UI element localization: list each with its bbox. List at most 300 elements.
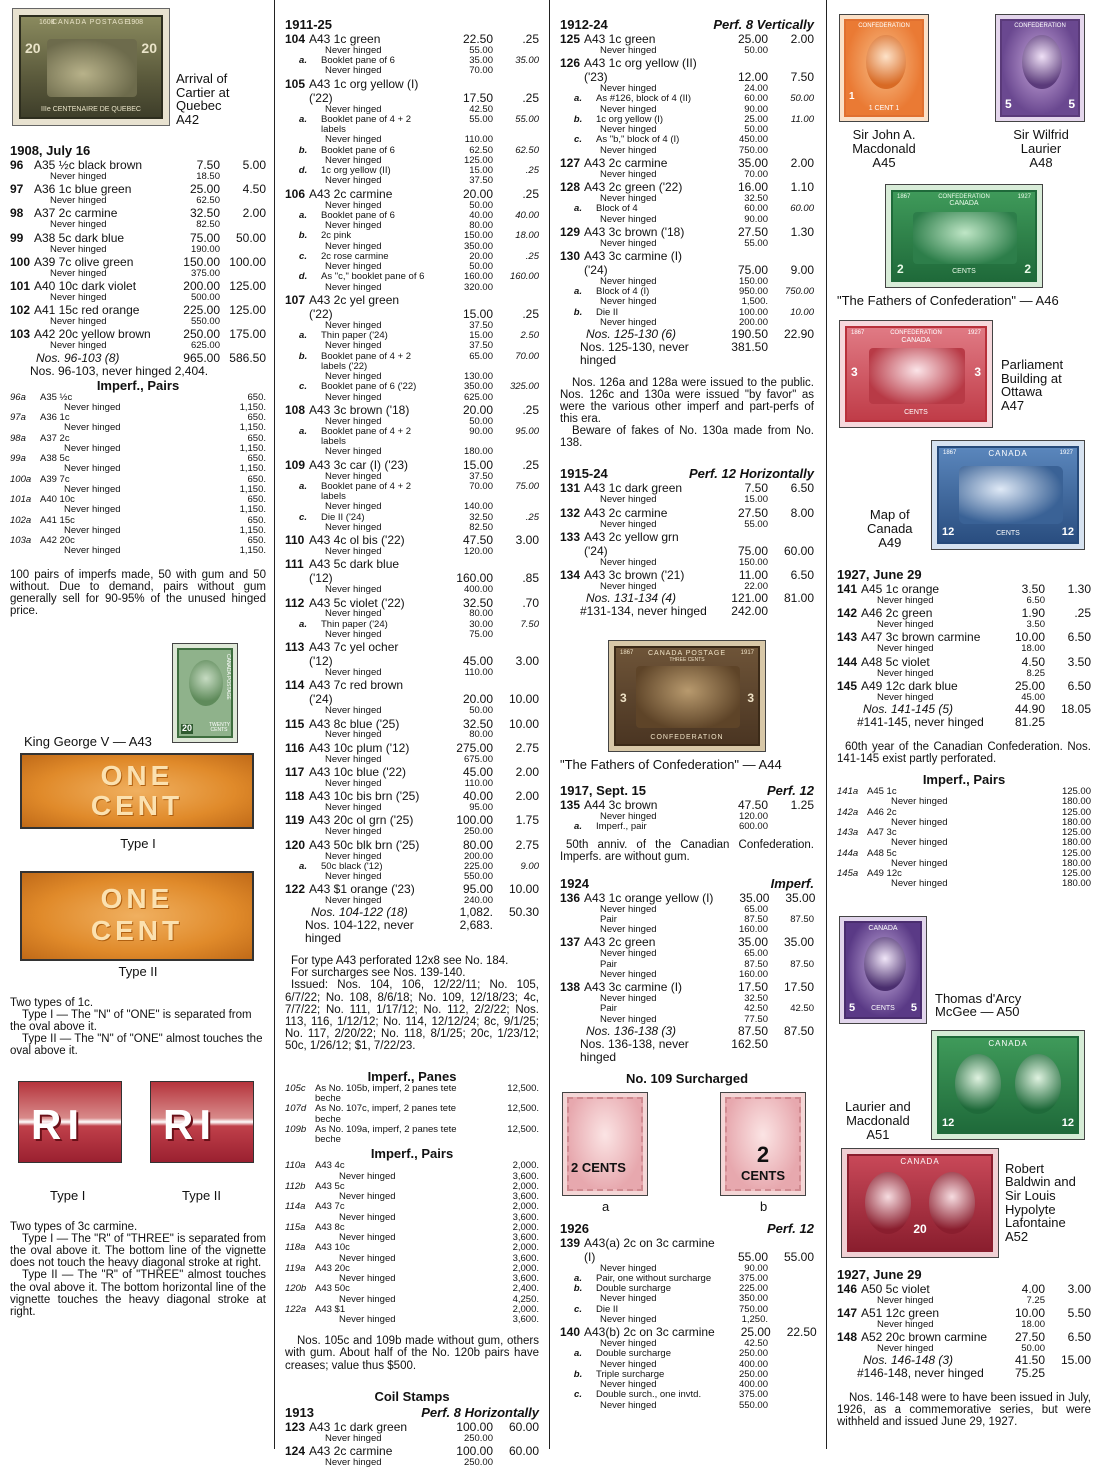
unused-value: 22.50 [462, 32, 493, 47]
catalog-number: 107 [285, 292, 306, 307]
nh-value: 55.00 [744, 237, 768, 249]
used-value: 60.00 [508, 1419, 539, 1434]
catalog-number: 122 [285, 882, 306, 897]
variety-used: 9.00 [520, 860, 539, 872]
unused-value: 100.00 [456, 813, 493, 828]
nh-spacer [220, 196, 266, 206]
total-v1: 1,082. [459, 905, 493, 920]
nh-value: 150.00 [738, 275, 768, 287]
catalog-number: 116 [285, 740, 305, 755]
nh-value: 120.00 [738, 811, 768, 823]
nh-value: 550.00 [190, 316, 220, 328]
small-desc: A43 20c [315, 1262, 350, 1274]
variety-row [560, 822, 814, 832]
small-desc: A40 10c [40, 494, 75, 506]
stamp-value: 1 [849, 91, 855, 103]
variety-desc: 1c org yellow (II) [321, 165, 391, 177]
stamp-row [560, 157, 814, 170]
king-george-stamp-image [172, 643, 238, 743]
small-desc: A43 8c [315, 1221, 345, 1233]
laurier-macdonald-a51-stamp-image [931, 1030, 1085, 1140]
stamp-desc: A37 2c carmine [34, 206, 118, 221]
nh-label: Never hinged [325, 154, 382, 166]
nh-value: 400.00 [738, 1379, 768, 1391]
small-row [285, 1243, 539, 1253]
variety-used: 160.00 [509, 271, 539, 283]
stamp-desc: A43(a) 2c on 3c carmine [584, 1235, 715, 1250]
stamp-desc: ('24) [584, 262, 608, 277]
nh-label: Never hinged [325, 628, 382, 640]
small-row [837, 808, 1091, 818]
variety-used: 10.00 [790, 306, 814, 318]
nh-label: Never hinged [891, 816, 948, 828]
unused-value: 12.00 [737, 70, 768, 85]
nh-value: 625.00 [190, 340, 220, 352]
stamp-desc: A39 7c olive green [34, 254, 134, 269]
small-value: 2,000. [512, 1221, 539, 1233]
mcgee-a50-stamp-image [839, 916, 927, 1024]
stamp-desc: A43 1c green [584, 32, 656, 47]
pair-label: Pair [600, 913, 617, 925]
small-row [285, 1104, 539, 1125]
small-row [285, 1305, 539, 1315]
total-nh-value: 242.00 [731, 604, 768, 619]
used-value: 9.00 [790, 262, 814, 277]
nh-value: 1,250. [741, 1313, 768, 1325]
stamp-row [560, 569, 814, 582]
used-value: 3.00 [515, 533, 539, 548]
nh-label: Never hinged [325, 667, 382, 679]
nh-label: Never hinged [600, 811, 657, 823]
one-cent-text [22, 873, 252, 947]
stamp-row [285, 1421, 539, 1434]
s1-note: 60th year of the Canadian Confederation. Nos. 141-145 exist partly perforated. [837, 740, 1091, 766]
caption-line: A42 [176, 111, 200, 127]
variety-row [285, 146, 539, 156]
small-row [10, 434, 266, 444]
small-desc: A43 4c [315, 1160, 345, 1172]
nh-label: Never hinged [891, 878, 948, 890]
catalog-number: 123 [285, 1419, 306, 1434]
note-line: Issued: Nos. 104, 106, 12/22/11; No. 105, 6/7/22; No. 108, 8/6/18; No. 109, 12/18/23; 4c, 7/7/22; No. 111, 1/17/12; No. 112, 2/2/22; Nos. 113, 116, 1/12/12; No. 114, 12/12/24; 8c, 9/1/25; No. 117, 2/20/22; No. 118, 8/1/25; 20c, 1/23/12; 50c, 1/26/12; $1, 7/22/23. [285, 979, 539, 1052]
variety-letter: b. [573, 1283, 583, 1295]
stamp-row [560, 226, 814, 239]
nh-value: 37.50 [469, 175, 493, 187]
nh-label: Never hinged [64, 422, 121, 434]
catalog-number: 146 [837, 1281, 858, 1296]
stamp-value-left: 3 [620, 691, 627, 706]
nh-label: Never hinged [325, 319, 382, 331]
nh-value: 18.00 [1021, 1318, 1045, 1330]
used-value: 60.00 [783, 543, 814, 558]
nh-label: Never hinged [339, 1191, 396, 1203]
nh-spacer [768, 495, 814, 505]
nh-spacer [768, 1294, 814, 1304]
variety-value: 750.00 [738, 1303, 768, 1315]
stamp-desc: A43 2c green [584, 935, 656, 950]
pairs-table [285, 1161, 539, 1325]
catalog-number: 103 [10, 327, 31, 342]
stamp-desc: A41 15c red orange [34, 303, 140, 318]
used-value: .25 [522, 457, 539, 472]
used-value: 8.00 [790, 505, 814, 520]
nh-label: Never hinged [600, 1399, 657, 1411]
two-types-3c-note [10, 1221, 266, 1318]
small-number: 100a [10, 473, 32, 485]
nh-spacer [493, 1434, 539, 1444]
stamp-desc: A43 1c green [309, 32, 381, 47]
stamp-year-right: 1927 [1017, 194, 1031, 200]
catalog-number: 131 [560, 481, 581, 496]
never-hinged-row [560, 46, 814, 56]
stamp-row [10, 159, 266, 172]
s2-note: Nos. 146-148 were to have been issued in July, 1926, as a commemorative series, but were withheld and issued June 29, 1927. [837, 1392, 1091, 1429]
nh-spacer [1045, 1320, 1091, 1330]
unused-value: 20.00 [462, 186, 493, 201]
type2-3c-label: Type II [182, 1188, 222, 1204]
small-number: 145a [837, 868, 859, 880]
nh-label: Never hinged [325, 340, 382, 352]
stamp-desc: A43 7c red brown [309, 678, 404, 693]
fathers-a44-caption: "The Fathers of Confederation" — A44 [560, 757, 782, 773]
caption-line: Canada [867, 521, 913, 537]
variety-row [560, 1390, 814, 1400]
variety-desc: As #126, block of 4 (II) [596, 93, 692, 105]
variety-letter: a. [299, 480, 307, 492]
total-v2: 22.90 [783, 327, 814, 342]
small-row [285, 1202, 539, 1212]
total-v2: 50.30 [508, 905, 539, 920]
nh-value: 18.50 [196, 170, 220, 182]
column-3 [560, 14, 817, 1463]
variety-value: 35.00 [469, 55, 493, 67]
coil-section [285, 1406, 539, 1420]
variety-desc: Booklet pane of 6 [321, 144, 395, 156]
column-rule [549, 0, 550, 1449]
nh-value: 550.00 [738, 1399, 768, 1411]
variety-row [560, 204, 814, 214]
catalog-number: 127 [560, 155, 581, 170]
small-desc: A43 50c [315, 1283, 350, 1295]
stamp-country: CANADA [949, 200, 979, 208]
used-value: 55.00 [783, 1249, 814, 1264]
variety-used: 2.50 [520, 330, 539, 341]
stamp-row [560, 71, 814, 84]
stamp-year-right: 1917 [740, 650, 754, 657]
nh-value: 55.00 [744, 518, 768, 530]
caption-line: McGee — A50 [935, 1004, 1020, 1020]
cartier-stamp-value-left: 20 [25, 40, 41, 56]
stamp-top-text: CONFEDERATION [890, 330, 942, 337]
variety-desc: Thin paper ('24) [321, 330, 388, 341]
used-value: 3.00 [1067, 1281, 1091, 1296]
surcharge-a-label: a [602, 1198, 610, 1214]
caption-line: Thomas d'Arcy [935, 990, 1022, 1006]
small-number: 97a [10, 412, 26, 424]
stamp-list-1927-a [837, 583, 1091, 729]
variety-value: 250.00 [738, 1348, 768, 1360]
total-v1: 190.50 [731, 327, 768, 342]
total-never-hinged: Nos. 96-103, never hinged 2,404. [30, 363, 209, 378]
never-hinged-row [560, 215, 814, 225]
laurier-caption [991, 128, 1091, 170]
nh-value: 6.50 [1026, 595, 1045, 607]
nh-label: Never hinged [877, 643, 934, 655]
total-nh-desc: Nos. 104-122, never hinged [305, 918, 414, 946]
stamp-year-left: 1867 [897, 194, 911, 200]
nh-spacer [768, 341, 814, 367]
coil-list [285, 1421, 539, 1468]
nh-label: Never hinged [325, 826, 382, 838]
stamp-value-right: 12 [1061, 1116, 1074, 1129]
nh-value: 1,150. [239, 524, 266, 536]
variety-row [560, 115, 814, 125]
perf-label: Perf. 8 Horizontally [421, 1404, 539, 1420]
mcgee-portrait [864, 937, 906, 991]
unused-value: 75.00 [737, 543, 768, 558]
catalog-number: 114 [285, 678, 305, 693]
variety-letter: c. [299, 250, 307, 262]
king-stamp-top: CANADA POSTAGE [225, 653, 231, 700]
unused-value: 27.50 [1014, 1330, 1045, 1345]
nh-value: 1,500. [741, 296, 768, 308]
stamp-desc: A49 12c dark blue [861, 678, 958, 693]
unused-value: 4.50 [1021, 654, 1045, 669]
pair-value: 42.50 [744, 1003, 768, 1015]
unused-value: 10.00 [1014, 630, 1045, 645]
used-value: 1.75 [515, 813, 539, 828]
nh-value: 22.00 [744, 580, 768, 592]
note-line: Beware of fakes of No. 130a made from No. 138. [560, 425, 814, 450]
catalog-number: 140 [560, 1325, 581, 1340]
total-nh-row [560, 1038, 814, 1064]
small-value: 2,000. [512, 1160, 539, 1172]
caption-line: Sir Louis [1005, 1187, 1056, 1203]
total-desc: Nos. 131-134 (4) [586, 591, 677, 606]
nh-label: Never hinged [325, 777, 382, 789]
used-value: 35.00 [783, 935, 814, 950]
variety-value: 20.00 [469, 250, 493, 262]
stamp-row [560, 981, 814, 994]
variety-letter: b. [573, 306, 583, 318]
unused-value: 100.00 [456, 1443, 493, 1458]
surcharge-b-stamp-image [720, 1092, 806, 1196]
unused-value: 150.00 [183, 254, 220, 269]
never-hinged-row [285, 1458, 539, 1468]
imperf-note: 100 pairs of imperfs made, 50 with gum and 50 without. Due to demand, pairs without gum generally sell for 90-95% of the unused hinged price. [10, 568, 266, 617]
catalog-number: 124 [285, 1443, 306, 1458]
stamp-row [285, 534, 539, 547]
small-desc: A48 5c [867, 847, 897, 859]
unused-value: 27.50 [737, 224, 768, 239]
used-value: .70 [522, 595, 539, 610]
nh-value: 3,600. [512, 1252, 539, 1264]
stamp-list-1926 [560, 1235, 817, 1411]
total-row [560, 1025, 814, 1038]
catalog-number: 133 [560, 529, 581, 544]
stamp-row [560, 33, 814, 46]
variety-desc: Double surcharge [596, 1283, 671, 1295]
stamp-desc: A43 2c carmine [309, 186, 393, 201]
map-a49-stamp-image [931, 440, 1085, 550]
nh-value: 50.00 [1021, 1343, 1045, 1355]
unused-value: 75.00 [189, 230, 220, 245]
catalog-number: 118 [285, 789, 305, 804]
used-value: 10.00 [508, 882, 539, 897]
variety-value: 15.00 [469, 165, 493, 177]
nh-label: Never hinged [877, 691, 934, 703]
stamp-bottom-text: 1 CENT 1 [868, 105, 900, 113]
variety-value: 375.00 [738, 1272, 768, 1284]
stamp-desc: A43 1c dark green [584, 481, 683, 496]
never-hinged-row [560, 925, 814, 935]
variety-value: 450.00 [738, 134, 768, 146]
caption-line: A48 [1029, 155, 1053, 171]
small-row [10, 495, 266, 505]
nh-value: 125.00 [463, 154, 493, 166]
caption-line: Parliament [1001, 357, 1064, 373]
nh-spacer [493, 523, 539, 533]
nh-spacer [493, 730, 539, 740]
variety-letter: c. [574, 1303, 582, 1315]
stamp-value-right: 3 [974, 365, 981, 380]
section-heading [837, 568, 1091, 582]
stamp-list-1915-24 [560, 482, 814, 618]
variety-letter: a. [299, 55, 307, 67]
total-nh-desc: #141-145, never hinged [857, 715, 984, 730]
unused-value: 20.00 [462, 692, 493, 707]
section-heading [560, 877, 814, 891]
variety-used: 35.00 [515, 55, 539, 67]
nh-spacer [493, 341, 539, 351]
nh-label: Never hinged [325, 240, 382, 252]
pair-row [560, 1004, 814, 1014]
variety-letter: b. [298, 230, 308, 242]
stamp-desc: A43 10c bis brn ('25) [309, 789, 420, 804]
nh-label: Never hinged [325, 1456, 382, 1468]
variety-desc: Pair, one without surcharge [596, 1272, 712, 1284]
nh-spacer [768, 125, 814, 135]
pairs-heading: Imperf., Pairs [370, 1146, 454, 1162]
stamp-desc: A47 3c brown carmine [861, 630, 981, 645]
note-line: For surcharges see Nos. 139-140. [291, 967, 466, 980]
nh-label: Never hinged [325, 501, 382, 513]
small-row [285, 1084, 539, 1105]
variety-letter: a. [299, 425, 307, 437]
used-value: 100.00 [229, 254, 266, 269]
variety-row [285, 166, 539, 176]
stamp-row [285, 655, 539, 668]
variety-used: 55.00 [515, 113, 539, 125]
used-value: 2.00 [515, 789, 539, 804]
stamp-row [285, 718, 539, 731]
small-row [285, 1264, 539, 1274]
catalog-number: 96 [10, 158, 24, 173]
nh-value: 110.00 [464, 667, 493, 679]
nh-value: 400.00 [463, 584, 493, 596]
unused-value: 200.00 [183, 279, 220, 294]
note-line: Nos. 126a and 128a were issued to the public. Nos. 126c and 130a were issued "by favor" as were the various other imperf and part-perfs of this era. [560, 377, 814, 426]
stamp-desc: A43 1c dark green [309, 1419, 408, 1434]
stamp-row [837, 1331, 1091, 1344]
nh-label: Never hinged [50, 267, 107, 279]
variety-value: 100.00 [738, 306, 768, 318]
used-value: 1.30 [1067, 582, 1091, 597]
type2-3c-image [150, 1081, 254, 1163]
type2-label: Type II [118, 963, 158, 979]
nh-spacer [768, 1360, 814, 1370]
catalog-number: 111 [285, 557, 304, 572]
laurier-macdonald-caption [845, 1100, 911, 1142]
never-hinged-row [285, 547, 539, 557]
variety-row [285, 620, 539, 630]
small-desc: A49 12c [867, 868, 902, 880]
nh-spacer [768, 605, 814, 618]
nh-spacer [768, 1401, 814, 1411]
laurier-a48-stamp-image [995, 14, 1085, 122]
nh-label: Never hinged [64, 463, 121, 475]
small-number: 119a [285, 1262, 306, 1274]
stamp-desc: A44 3c brown [584, 798, 658, 813]
variety-row [285, 862, 539, 872]
imperf-heading: Imperf., Pairs [922, 772, 1006, 788]
small-row [10, 536, 266, 546]
caption-line: Sir Wilfrid [1013, 127, 1069, 142]
used-value: 2.75 [515, 837, 539, 852]
unused-value: 160.00 [456, 571, 493, 586]
type1-1c-image [20, 753, 254, 829]
nh-spacer [768, 1264, 814, 1274]
catalog-number: 102 [10, 303, 31, 318]
small-desc: A38 5c [40, 453, 70, 465]
nh-value: 625.00 [463, 391, 493, 403]
section-year: 1924 [560, 875, 589, 891]
never-hinged-row [285, 803, 539, 813]
nh-label: Never hinged [325, 850, 382, 862]
caption-line: Hypolyte [1005, 1201, 1056, 1217]
small-value: 2,000. [512, 1180, 539, 1192]
nh-spacer [493, 919, 539, 945]
stamp-value-right: 5 [910, 1001, 917, 1014]
pair-label: Pair [600, 958, 617, 970]
nh-value: 675.00 [463, 753, 493, 765]
nh-value: 24.00 [744, 83, 768, 95]
never-hinged-row [10, 293, 266, 303]
small-value: 2,000. [512, 1242, 539, 1254]
s3-note: 50th anniv. of the Canadian Confederation. Imperfs. are without gum. [560, 838, 814, 863]
variety-value: 70.00 [469, 480, 493, 492]
nh-label: Never hinged [600, 144, 657, 156]
variety-row [560, 1370, 814, 1380]
nh-label: Never hinged [64, 524, 121, 536]
small-row [837, 849, 1091, 859]
nh-value: 180.00 [1061, 816, 1091, 828]
king-stamp-value: 20 [182, 723, 193, 734]
stamp-row [285, 742, 539, 755]
variety-value: 30.00 [469, 618, 493, 630]
nh-value: 140.00 [463, 501, 493, 513]
stamp-row [10, 183, 266, 196]
section-year: 1911-25 [285, 17, 332, 32]
never-hinged-row [285, 755, 539, 765]
stamp-row [560, 264, 814, 277]
nh-spacer [768, 1380, 814, 1390]
variety-value: 40.00 [469, 209, 493, 221]
small-desc: As No. 109a, imperf, 2 panes tete beche [315, 1123, 457, 1146]
total-v2: 18.05 [1060, 702, 1091, 717]
used-value: 4.50 [242, 182, 266, 197]
total-row [10, 352, 266, 365]
